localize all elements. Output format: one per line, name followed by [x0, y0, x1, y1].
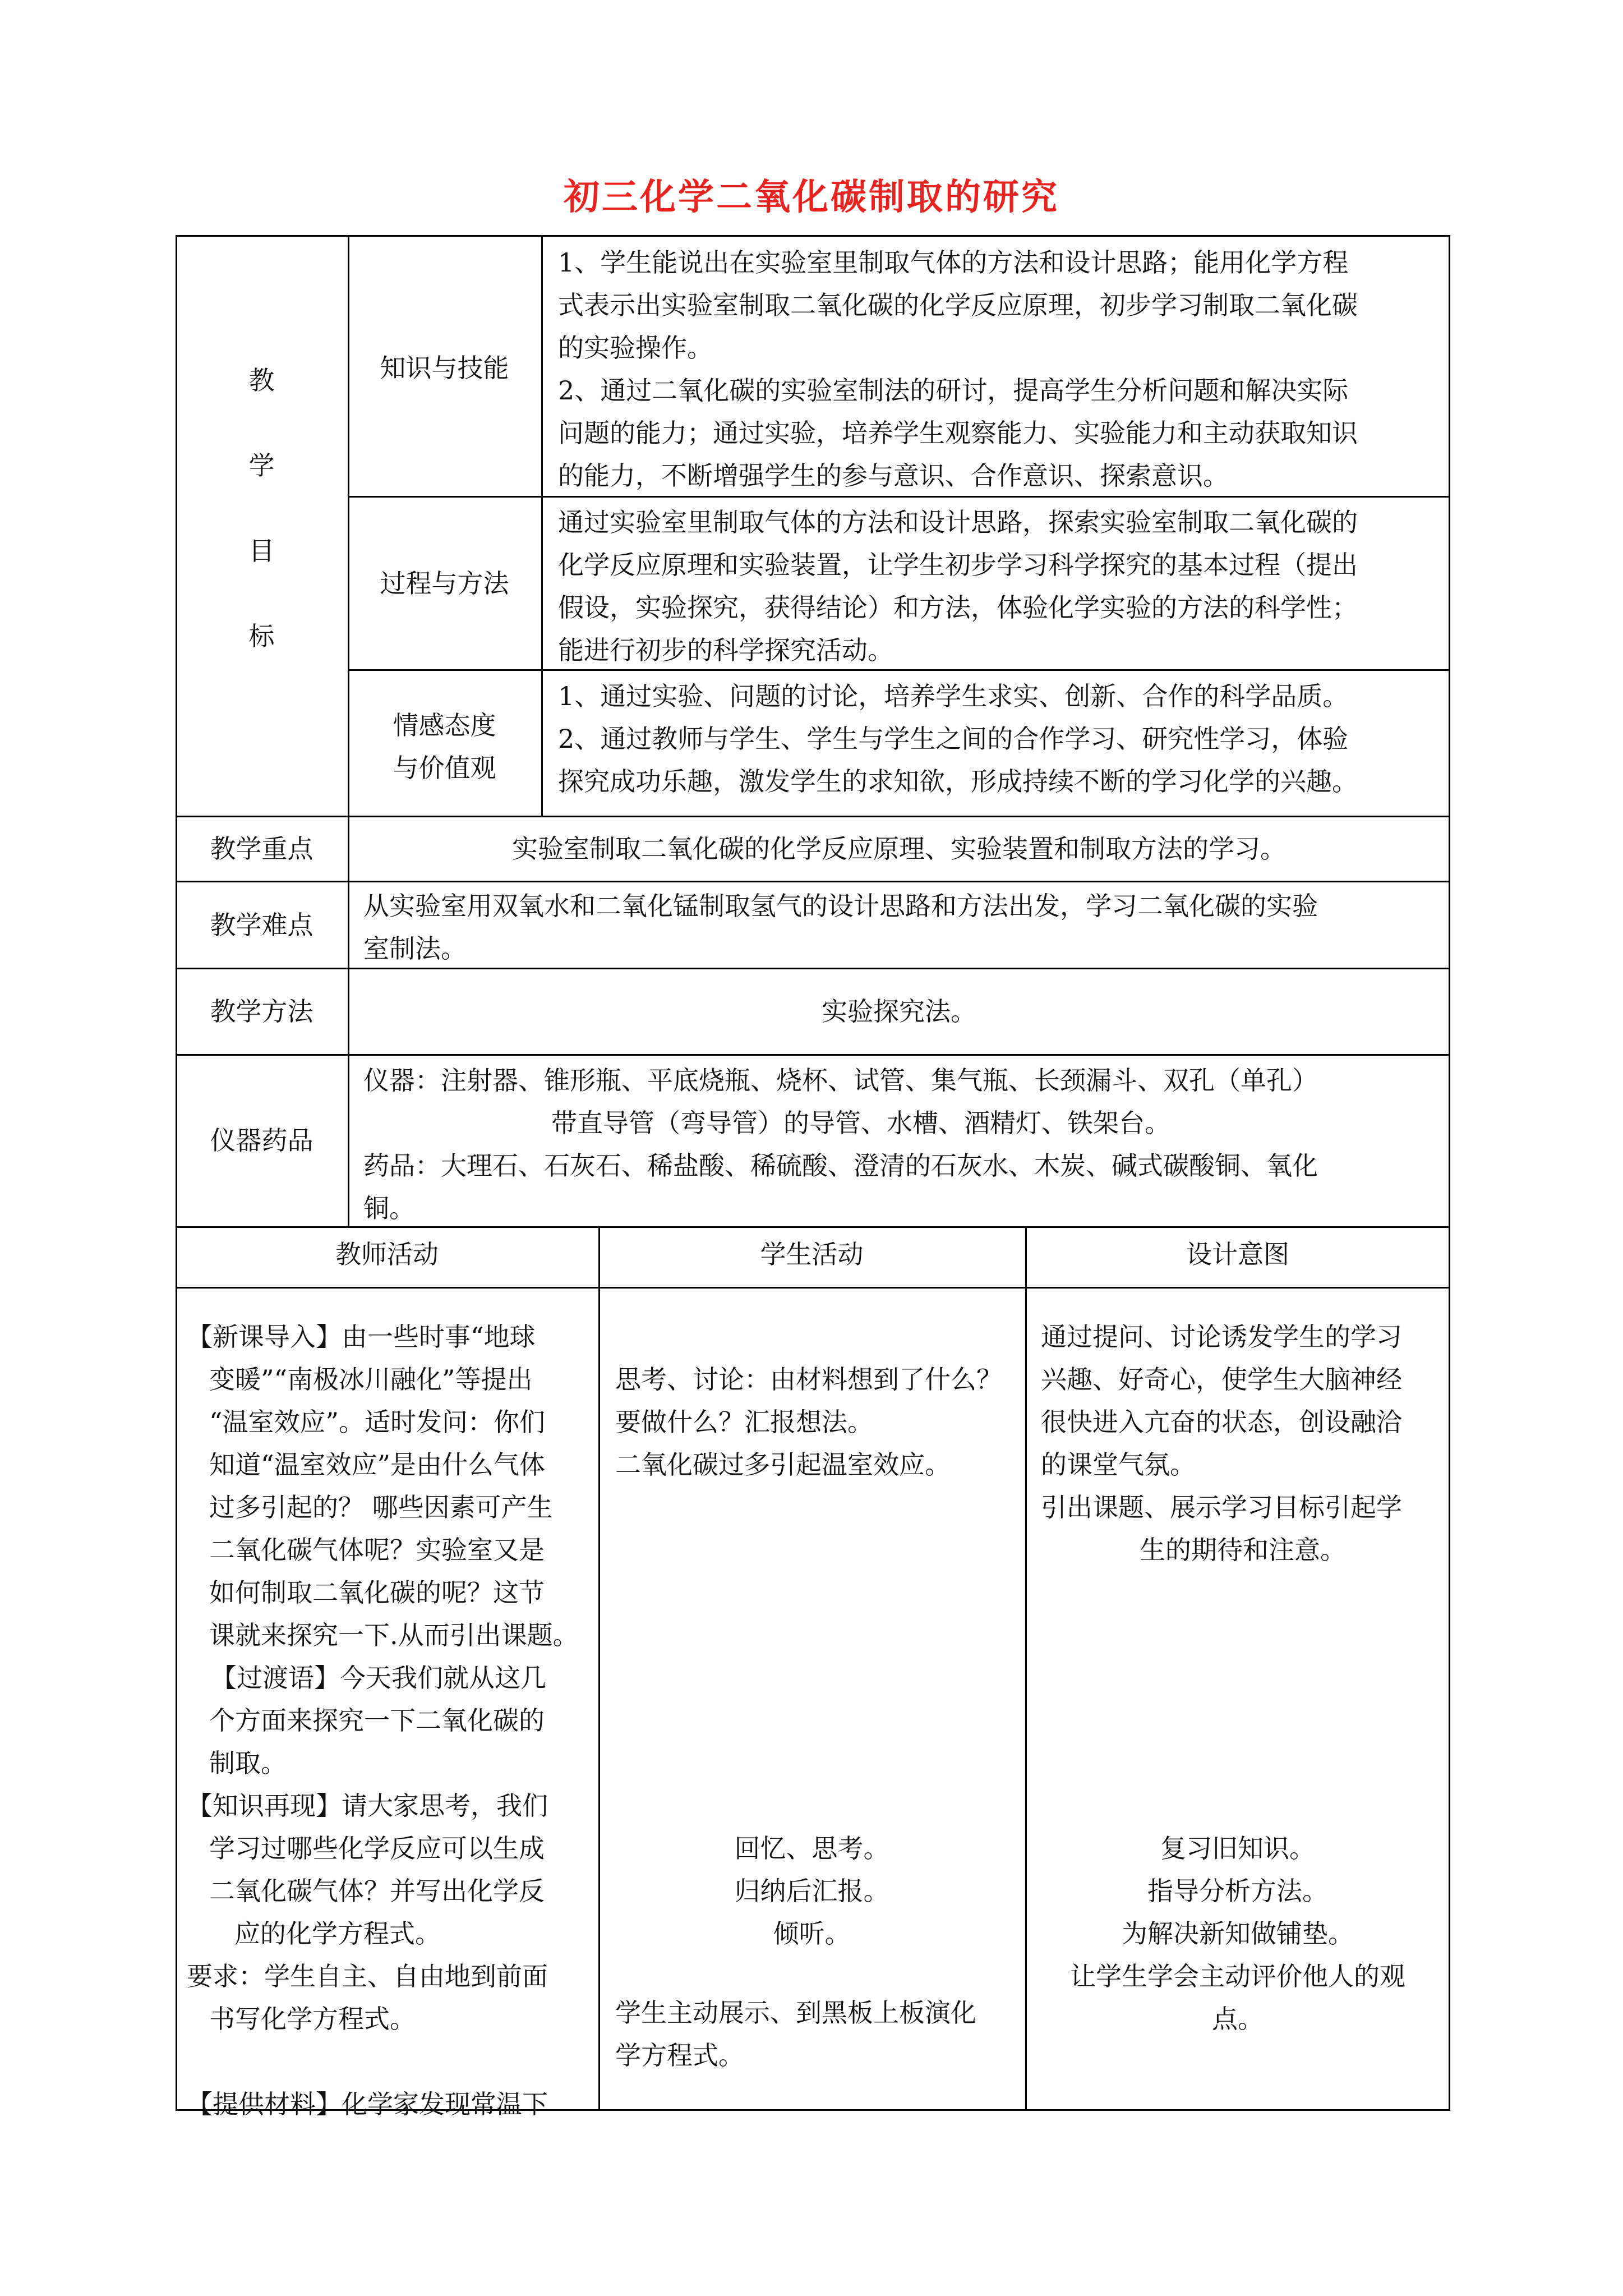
text-line: 假设，实验探究，获得结论）和方法，体验化学实验的方法的科学性； [558, 592, 1358, 623]
header-teacher-activity: 教师活动 [335, 1239, 439, 1269]
text-line: 1、通过实验、问题的讨论，培养学生求实、创新、合作的科学品质。 [558, 681, 1349, 711]
label-line: 情感态度 [393, 710, 496, 740]
student-activity-block-3 [615, 1991, 1019, 2077]
text-line: 式表示出实验室制取二氧化碳的化学反应原理，初步学习制取二氧化碳 [558, 290, 1358, 320]
objective-label-emotion [348, 704, 541, 789]
text-line: “温室效应”。适时发问：你们 [209, 1407, 546, 1437]
text-line: 点。 [1212, 2004, 1264, 2034]
text-line: 通过实验室里制取气体的方法和设计思路，探索实验室制取二氧化碳的 [558, 507, 1358, 537]
header-student-activity: 学生活动 [760, 1239, 864, 1269]
text-line: 化学反应原理和实验装置，让学生初步学习科学探究的基本过程（提出 [558, 550, 1358, 580]
text-line: 二氧化碳气体呢？实验室又是 [209, 1535, 545, 1565]
label-line: 与价值观 [393, 753, 496, 783]
text-line: 仪器：注射器、锥形瓶、平底烧瓶、烧杯、试管、集气瓶、长颈漏斗、双孔（单孔） [363, 1065, 1318, 1096]
text-line: 如何制取二氧化碳的呢？这节 [209, 1577, 545, 1608]
text-line: 归纳后汇报。 [734, 1876, 889, 1906]
text-line: 问题的能力；通过实验，培养学生观察能力、实验能力和主动获取知识 [558, 418, 1358, 448]
key-points-label: 教学重点 [210, 834, 313, 864]
teacher-activity-text [187, 1315, 593, 2125]
text-line: 【知识再现】请大家思考，我们 [187, 1791, 548, 1821]
difficulties-label: 教学难点 [210, 910, 313, 940]
text-line: 2、通过教师与学生、学生与学生之间的合作学习、研究性学习，体验 [558, 724, 1349, 754]
design-intent-block-1 [1041, 1315, 1445, 1571]
text-line: 兴趣、好奇心，使学生大脑神经 [1041, 1364, 1402, 1395]
method-text: 实验探究法。 [822, 996, 976, 1027]
text-line: 二氧化碳过多引起温室效应。 [615, 1450, 951, 1480]
text-line: 从实验室用双氧水和二氧化锰制取氢气的设计思路和方法出发，学习二氧化碳的实验 [363, 891, 1318, 921]
design-intent-block-2 [1025, 1827, 1450, 2040]
text-line: 药品：大理石、石灰石、稀盐酸、稀硫酸、澄清的石灰水、木炭、碱式碳酸铜、氧化 [363, 1151, 1318, 1181]
side-char: 学 [248, 450, 275, 481]
side-char: 目 [248, 536, 275, 566]
text-line: 二氧化碳气体？并写出化学反 [209, 1876, 545, 1906]
text-line: 1、学生能说出在实验室里制取气体的方法和设计思路；能用化学方程 [558, 247, 1349, 278]
objective-text-process [558, 501, 1444, 671]
text-line: 【过渡语】今天我们就从这几 [198, 1663, 546, 1693]
text-line: 引出课题、展示学习目标引起学 [1041, 1492, 1402, 1522]
side-char: 教 [248, 365, 275, 395]
text-line: 通过提问、讨论诱发学生的学习 [1041, 1322, 1402, 1352]
text-line: 指导分析方法。 [1147, 1876, 1328, 1906]
objective-text-emotion [558, 675, 1444, 803]
materials-label: 仪器药品 [210, 1125, 313, 1156]
method-label: 教学方法 [210, 996, 313, 1027]
text-line: 的能力，不断增强学生的参与意识、合作意识、探索意识。 [558, 461, 1229, 491]
header-design-intent: 设计意图 [1186, 1239, 1289, 1269]
text-line: 过多引起的？ 哪些因素可产生 [209, 1492, 553, 1522]
text-line: 倾听。 [773, 1918, 851, 1949]
text-line: 让学生学会主动评价他人的观 [1070, 1961, 1405, 1991]
text-line: 【提供材料】化学家发现常温下 [187, 2089, 548, 2119]
key-points-text: 实验室制取二氧化碳的化学反应原理、实验装置和制取方法的学习。 [512, 834, 1286, 864]
text-line: 回忆、思考。 [734, 1833, 889, 1864]
text-line: 为解决新知做铺垫。 [1122, 1918, 1354, 1949]
objective-label-process: 过程与方法 [380, 568, 509, 599]
text-line: 学方程式。 [615, 2040, 744, 2070]
difficulties-text [363, 885, 1446, 970]
text-line: 【新课导入】由一些时事“地球 [187, 1322, 536, 1352]
text-line: 2、通过二氧化碳的实验室制法的研讨，提高学生分析问题和解决实际 [558, 375, 1349, 406]
text-line: 很快进入亢奋的状态，创设融洽 [1041, 1407, 1402, 1437]
text-line: 的实验操作。 [558, 333, 713, 363]
document-title: 初三化学二氧化碳制取的研究 [564, 177, 1059, 218]
text-line: 室制法。 [363, 933, 467, 964]
objective-label-knowledge: 知识与技能 [380, 353, 509, 383]
text-line: 书写化学方程式。 [209, 2004, 416, 2034]
text-line: 变暖”“南极冰川融化”等提出 [209, 1364, 533, 1395]
text-line: 思考、讨论：由材料想到了什么？ [615, 1364, 1002, 1395]
text-line: 个方面来探究一下二氧化碳的 [209, 1705, 545, 1736]
text-line: 生的期待和注意。 [1140, 1535, 1346, 1565]
side-char: 标 [248, 621, 275, 651]
text-line: 要做什么？汇报想法。 [615, 1407, 873, 1437]
text-line: 学生主动展示、到黑板上板演化 [615, 1998, 976, 2028]
student-activity-block-1 [615, 1358, 1019, 1486]
text-line: 的课堂气氛。 [1041, 1450, 1196, 1480]
text-line [187, 2040, 593, 2083]
text-line: 知道“温室效应”是由什么气体 [209, 1450, 546, 1480]
text-line: 铜。 [363, 1193, 415, 1223]
text-line: 带直导管（弯导管）的导管、水槽、酒精灯、铁架台。 [551, 1108, 1170, 1138]
text-line: 要求：学生自主、自由地到前面 [187, 1961, 548, 1991]
text-line: 课就来探究一下.从而引出课题。 [209, 1620, 579, 1650]
materials-text [363, 1059, 1446, 1230]
text-line: 应的化学方程式。 [234, 1918, 441, 1949]
objective-text-knowledge [558, 241, 1444, 497]
objectives-side-label [176, 359, 348, 700]
student-activity-block-2 [598, 1827, 1025, 1955]
text-line: 复习旧知识。 [1160, 1833, 1315, 1864]
text-line: 学习过哪些化学反应可以生成 [209, 1833, 545, 1864]
text-line: 探究成功乐趣，激发学生的求知欲，形成持续不断的学习化学的兴趣。 [558, 766, 1358, 797]
text-line: 能进行初步的科学探究活动。 [558, 635, 893, 665]
text-line: 制取。 [209, 1748, 287, 1778]
